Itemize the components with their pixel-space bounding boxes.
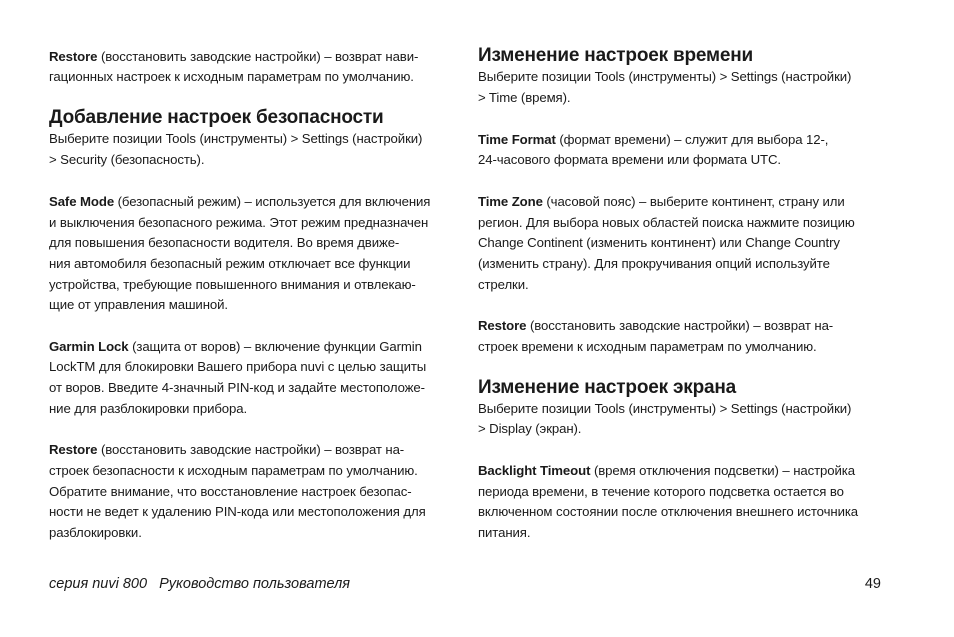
text-line: > Security (безопасность). <box>49 152 205 167</box>
restore-security-paragraph: Restore (восстановить заводские настройки) – возврат на- <box>49 442 405 457</box>
text-line: > Time (время). <box>478 90 571 105</box>
text-line: от воров. Введите 4-значный PIN-код и задайте местоположе- <box>49 380 425 395</box>
text-line: строек времени к исходным параметрам по умолчанию. <box>478 339 817 354</box>
restore-term: Restore <box>478 318 527 333</box>
restore-term: Restore <box>49 442 98 457</box>
restore-time-paragraph: Restore (восстановить заводские настройки) – возврат на- <box>478 318 834 333</box>
garmin-lock-term: Garmin Lock <box>49 339 129 354</box>
text-line: гационных настроек к исходным параметрам по умолчанию. <box>49 69 414 84</box>
text-line: разблокировки. <box>49 525 142 540</box>
backlight-paragraph: Backlight Timeout (время отключения подсветки) – настройка <box>478 463 855 478</box>
text-line: Обратите внимание, что восстановление настроек безопас- <box>49 484 412 499</box>
garmin-lock-paragraph: Garmin Lock (защита от воров) – включение функции Garmin <box>49 339 422 354</box>
text-line: стрелки. <box>478 277 529 292</box>
text-line: Выберите позиции Tools (инструменты) > Settings (настройки) <box>478 69 852 84</box>
text-line: для повышения безопасности водителя. Во время движе- <box>49 235 400 250</box>
text-line: устройства, требующие повышенного внимания и отвлекаю- <box>49 277 416 292</box>
security-heading: Добавление настроек безопасности <box>49 107 384 128</box>
text-line: Выберите позиции Tools (инструменты) > Settings (настройки) <box>478 401 852 416</box>
text-line: регион. Для выбора новых областей поиска нажмите позицию <box>478 215 855 230</box>
display-heading: Изменение настроек экрана <box>478 377 736 398</box>
time-format-term: Time Format <box>478 132 556 147</box>
text-line: и выключения безопасного режима. Этот режим предназначен <box>49 215 429 230</box>
text-line: ности не ведет к удалению PIN-кода или местоположения для <box>49 504 426 519</box>
time-zone-term: Time Zone <box>478 194 543 209</box>
time-format-paragraph: Time Format (формат времени) – служит для выбора 12-, <box>478 132 829 147</box>
restore-nav-paragraph: Restore (восстановить заводские настройки) – возврат нави- <box>49 49 419 64</box>
page-number: 49 <box>864 576 881 592</box>
safe-mode-paragraph: Safe Mode (безопасный режим) – используется для включения <box>49 194 431 209</box>
time-zone-paragraph: Time Zone (часовой пояс) – выберите континент, страну или <box>478 194 845 209</box>
text-line: Выберите позиции Tools (инструменты) > Settings (настройки) <box>49 131 423 146</box>
time-heading: Изменение настроек времени <box>478 45 753 66</box>
restore-term: Restore <box>49 49 98 64</box>
text-line: > Display (экран). <box>478 421 582 436</box>
text-line: Change Continent (изменить континент) или Change Country <box>478 235 840 250</box>
text-line: периода времени, в течение которого подсветка остается во <box>478 484 844 499</box>
text-line: (изменить страну). Для прокручивания опций используйте <box>478 256 830 271</box>
safe-mode-term: Safe Mode <box>49 194 115 209</box>
text-line: щие от управления машиной. <box>49 297 228 312</box>
text-line: ние для разблокировки прибора. <box>49 401 248 416</box>
text-line: строек безопасности к исходным параметрам по умолчанию. <box>49 463 418 478</box>
backlight-term: Backlight Timeout <box>478 463 591 478</box>
text-line: 24-часового формата времени или формата UTC. <box>478 152 781 167</box>
footer-title: серия nuvi 800 Руководство пользователя <box>49 576 351 592</box>
text-line: питания. <box>478 525 531 540</box>
text-line: включенном состоянии после отключения внешнего источника <box>478 504 859 519</box>
text-line: ния автомобиля безопасный режим отключает все функции <box>49 256 411 271</box>
text-line: LockTM для блокировки Вашего прибора nuvi с целью защиты <box>49 359 427 374</box>
